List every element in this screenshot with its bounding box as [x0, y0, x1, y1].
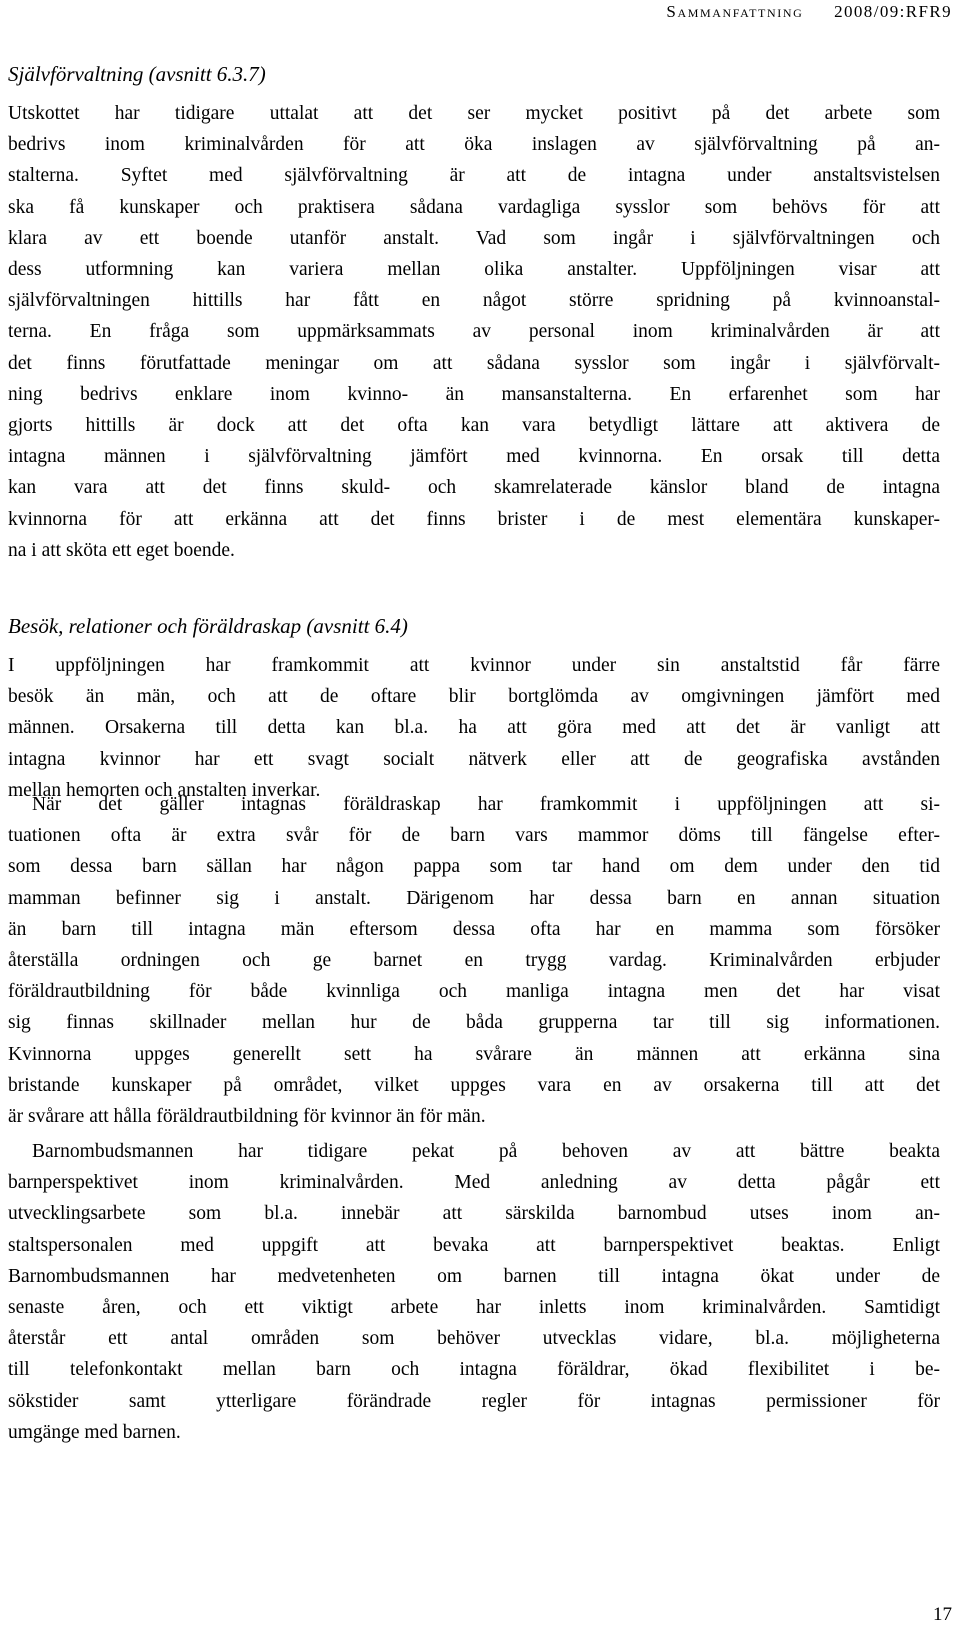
text-line: besök än män, och att de oftare blir bortglömda av omgivningen jämfört med — [8, 686, 940, 708]
text-line: barnperspektivet inom kriminalvården. Med anledning av detta pågår ett — [8, 1172, 940, 1194]
text-line: I uppföljningen har framkommit att kvinnor under sin anstaltstid får färre — [8, 655, 940, 676]
text-line: självförvaltningen hittills har fått en något större spridning på kvinnoanstal- — [8, 290, 940, 312]
text-line: senaste åren, och ett viktigt arbete har inletts inom kriminalvården. Samtidigt — [8, 1297, 940, 1319]
text-line: kan vara att det finns skuld- och skamrelaterade känslor bland de intagna — [8, 477, 940, 499]
section-heading-self-management: Självförvaltning (avsnitt 6.3.7) — [8, 62, 266, 86]
text-line: bedrivs inom kriminalvården för att öka inslagen av självförvaltning på an- — [8, 134, 940, 156]
text-line: Kvinnorna uppges generellt sett ha svårare än männen att erkänna sina — [8, 1043, 940, 1065]
text-line: utvecklingsarbete som bl.a. innebär att särskilda barnombud utses inom an- — [8, 1203, 940, 1225]
text-line: mamman befinner sig i anstalt. Därigenom har dessa barn en annan situation — [8, 887, 940, 909]
text-line: till telefonkontakt mellan barn och intagna föräldrar, ökad flexibilitet i be- — [8, 1359, 940, 1381]
paragraph-visits — [8, 650, 940, 806]
paragraph-self-management — [8, 98, 940, 566]
page-number: 17 — [933, 1604, 952, 1625]
text-line: mellan hemorten och anstalten inverkar. — [8, 779, 321, 801]
text-line: ska få kunskaper och praktisera sådana vardagliga sysslor som behövs för att — [8, 196, 940, 218]
text-line: intagna männen i självförvaltning jämfört med kvinnorna. En orsak till detta — [8, 446, 940, 468]
text-line: Utskottet har tidigare uttalat att det ser mycket positivt på det arbete som — [8, 103, 940, 124]
text-line: återstår ett antal områden som behöver utvecklas vidare, bl.a. möjligheterna — [8, 1328, 940, 1350]
text-line: som dessa barn sällan har någon pappa som tar hand om dem under den tid — [8, 856, 940, 878]
text-line: tuationen ofta är extra svår för de barn vars mammor döms till fängelse efter- — [8, 825, 940, 847]
paragraph-child-ombudsman — [8, 1136, 940, 1448]
text-line: återställa ordningen och ge barnet en trygg vardag. Kriminalvården erbjuder — [8, 950, 940, 972]
text-line: intagna kvinnor har ett svagt socialt nätverk eller att de geografiska avstånden — [8, 748, 940, 770]
text-line: umgänge med barnen. — [8, 1421, 181, 1443]
text-line: klara av ett boende utanför anstalt. Vad som ingår i självförvaltningen och — [8, 227, 940, 249]
text-line: sig finnas skillnader mellan hur de båda grupperna tar till sig informationen. — [8, 1012, 940, 1034]
text-line: staltspersonalen med uppgift att bevaka att barnperspektivet beaktas. Enligt — [8, 1234, 940, 1256]
text-line: stalterna. Syftet med självförvaltning är att de intagna under anstaltsvistelsen — [8, 165, 940, 187]
text-line: ning bedrivs enklare inom kvinno- än mansanstalterna. En erfarenhet som har — [8, 383, 940, 405]
text-line: gjorts hittills är dock att det ofta kan vara betydligt lättare att aktivera de — [8, 415, 940, 437]
text-line: dess utformning kan variera mellan olika anstalter. Uppföljningen visar att — [8, 259, 940, 281]
text-line: kvinnorna för att erkänna att det finns brister i de mest elementära kunskaper- — [8, 508, 940, 530]
running-header — [666, 2, 952, 22]
text-line: sökstider samt ytterligare förändrade regler för intagnas permissioner för — [8, 1390, 940, 1412]
text-line: än barn till intagna män eftersom dessa ofta har en mamma som försöker — [8, 918, 940, 940]
text-line: Barnombudsmannen har medvetenheten om barnen till intagna ökat under de — [8, 1265, 940, 1287]
text-line: bristande kunskaper på området, vilket uppges vara en av orsakerna till att det — [8, 1074, 940, 1096]
text-line: männen. Orsakerna till detta kan bl.a. ha att göra med att det är vanligt att — [8, 717, 940, 739]
text-line: det finns förutfattade meningar om att sådana sysslor som ingår i självförvalt- — [8, 352, 940, 374]
text-line: föräldrautbildning för både kvinnliga och manliga intagna men det har visat — [8, 981, 940, 1003]
paragraph-parenthood — [8, 789, 940, 1132]
text-line: na i att sköta ett eget boende. — [8, 539, 235, 561]
header-report-number: 2008/09:RFR9 — [834, 2, 952, 21]
text-line: terna. En fråga som uppmärksammats av personal inom kriminalvården är att — [8, 321, 940, 343]
text-line: När det gäller intagnas föräldraskap har framkommit i uppföljningen att si- — [32, 794, 940, 815]
text-line: är svårare att hålla föräldrautbildning för kvinnor än för män. — [8, 1106, 486, 1128]
section-heading-visits-parenthood: Besök, relationer och föräldraskap (avsnitt 6.4) — [8, 614, 408, 638]
header-section-title: Sammanfattning — [666, 2, 804, 21]
text-line: Barnombudsmannen har tidigare pekat på behoven av att bättre beakta — [32, 1141, 940, 1162]
